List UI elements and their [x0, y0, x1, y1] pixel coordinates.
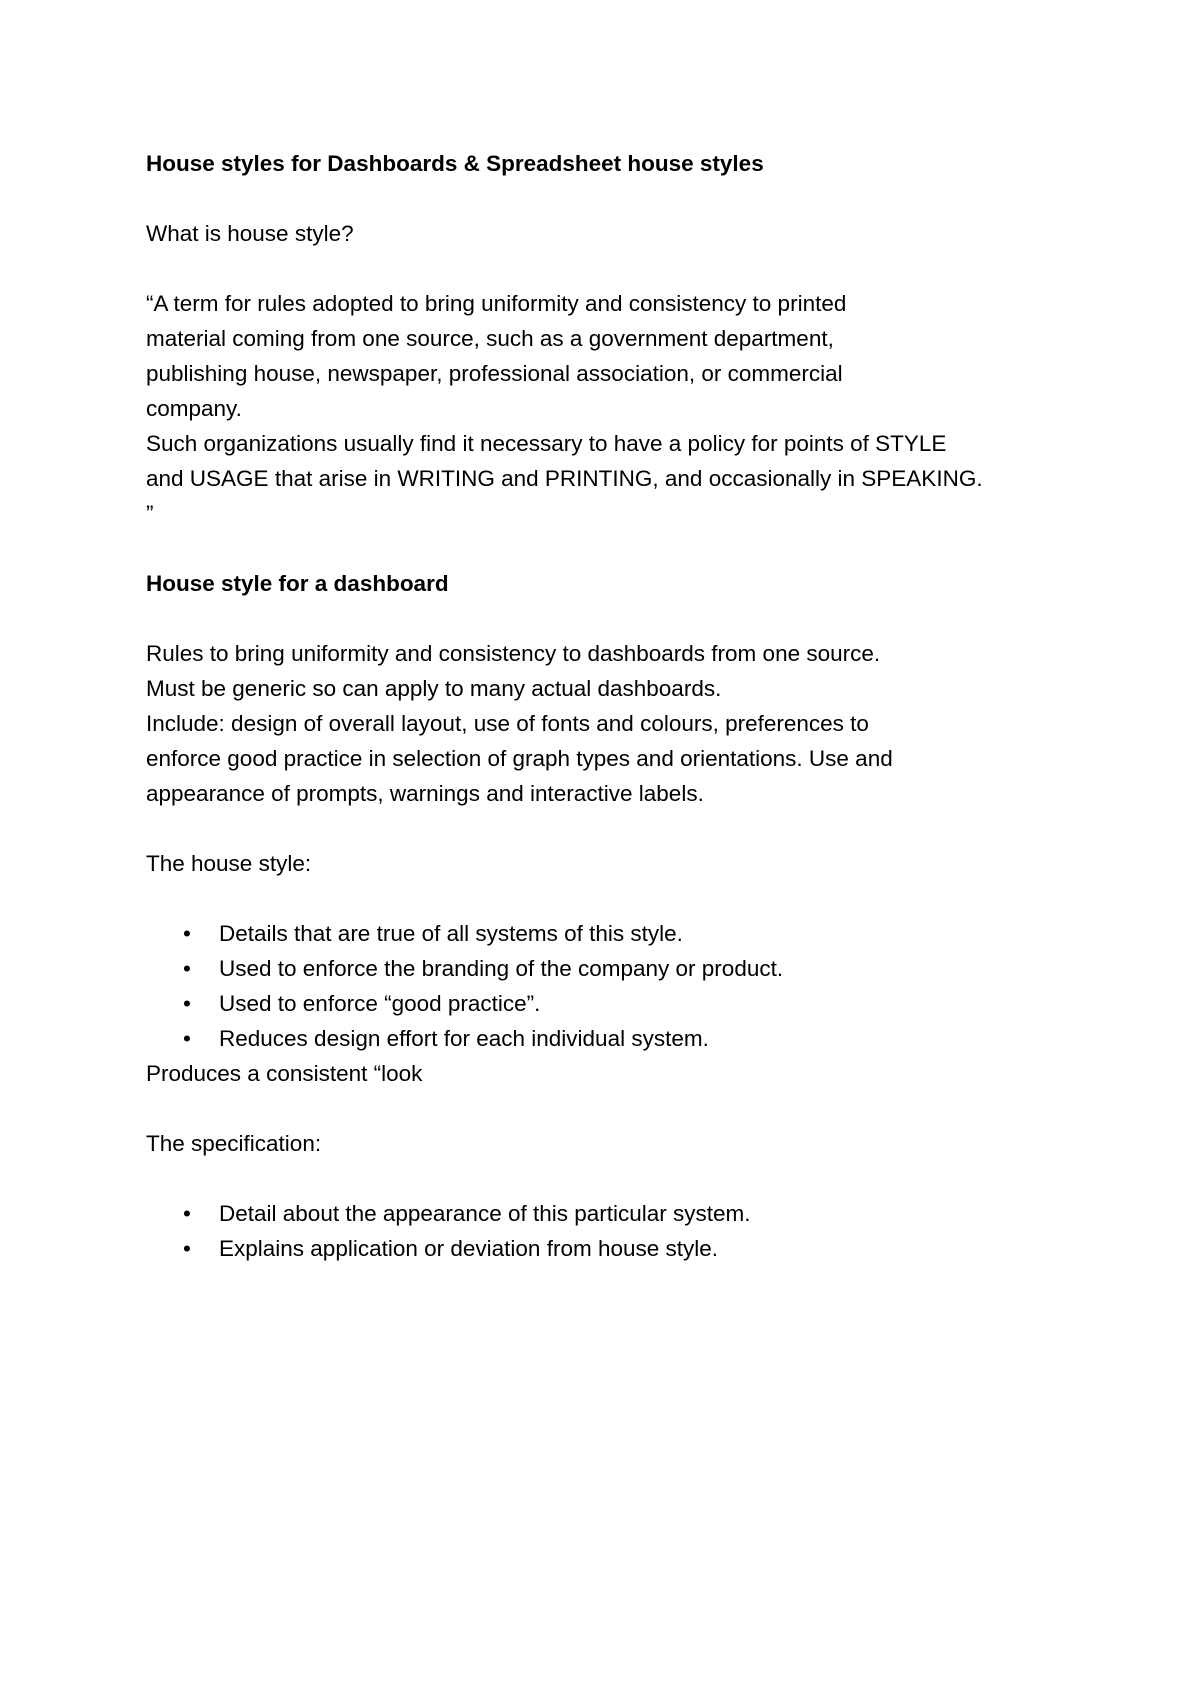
specification-label: The specification:: [146, 1131, 322, 1156]
list-item-text: Details that are true of all systems of this style.: [219, 921, 683, 946]
document-title: House styles for Dashboards & Spreadsheet house styles: [146, 151, 764, 176]
quote-line: publishing house, newspaper, professional association, or commercial: [146, 361, 843, 386]
paragraph-line: enforce good practice in selection of graph types and orientations. Use and: [146, 746, 893, 771]
list-item-text: Detail about the appearance of this particular system.: [219, 1201, 751, 1226]
house-style-after: Produces a consistent “look: [146, 1061, 423, 1086]
specification-list: [146, 1196, 1086, 1266]
spacer: [146, 531, 1086, 566]
house-style-list: [146, 916, 1086, 1056]
list-item-text: Explains application or deviation from house style.: [219, 1236, 719, 1261]
quote-block: [146, 286, 1086, 531]
list-item: [146, 1196, 1086, 1231]
spacer: [146, 1161, 1086, 1196]
spacer: [146, 251, 1086, 286]
spacer: [146, 811, 1086, 846]
bullet-icon: •: [183, 1026, 191, 1051]
quote-line: company.: [146, 396, 242, 421]
quote-line: material coming from one source, such as a government department,: [146, 326, 834, 351]
quote-line: “A term for rules adopted to bring uniformity and consistency to printed: [146, 291, 847, 316]
house-style-label: The house style:: [146, 851, 312, 876]
bullet-icon: •: [183, 956, 191, 981]
quote-line: ”: [146, 501, 154, 526]
list-item: [146, 986, 1086, 1021]
list-item: [146, 1231, 1086, 1266]
list-item-text: Used to enforce the branding of the company or product.: [219, 956, 784, 981]
list-item: [146, 951, 1086, 986]
document-body: [146, 146, 1086, 1266]
list-item-text: Reduces design effort for each individual system.: [219, 1026, 709, 1051]
spacer: [146, 1091, 1086, 1126]
quote-line: and USAGE that arise in WRITING and PRINTING, and occasionally in SPEAKING.: [146, 466, 983, 491]
bullet-icon: •: [183, 991, 191, 1016]
list-item-text: Used to enforce “good practice”.: [219, 991, 541, 1016]
question-line: What is house style?: [146, 221, 354, 246]
paragraph-line: appearance of prompts, warnings and interactive labels.: [146, 781, 704, 806]
bullet-icon: •: [183, 921, 191, 946]
list-item: [146, 1021, 1086, 1056]
spacer: [146, 601, 1086, 636]
paragraph-line: Must be generic so can apply to many actual dashboards.: [146, 676, 722, 701]
paragraph-line: Rules to bring uniformity and consistency to dashboards from one source.: [146, 641, 881, 666]
bullet-icon: •: [183, 1201, 191, 1226]
dashboard-heading: House style for a dashboard: [146, 571, 449, 596]
list-item: [146, 916, 1086, 951]
bullet-icon: •: [183, 1236, 191, 1261]
dashboard-paragraph: [146, 636, 1086, 811]
quote-line: Such organizations usually find it necessary to have a policy for points of STYLE: [146, 431, 947, 456]
spacer: [146, 181, 1086, 216]
spacer: [146, 881, 1086, 916]
paragraph-line: Include: design of overall layout, use of fonts and colours, preferences to: [146, 711, 869, 736]
